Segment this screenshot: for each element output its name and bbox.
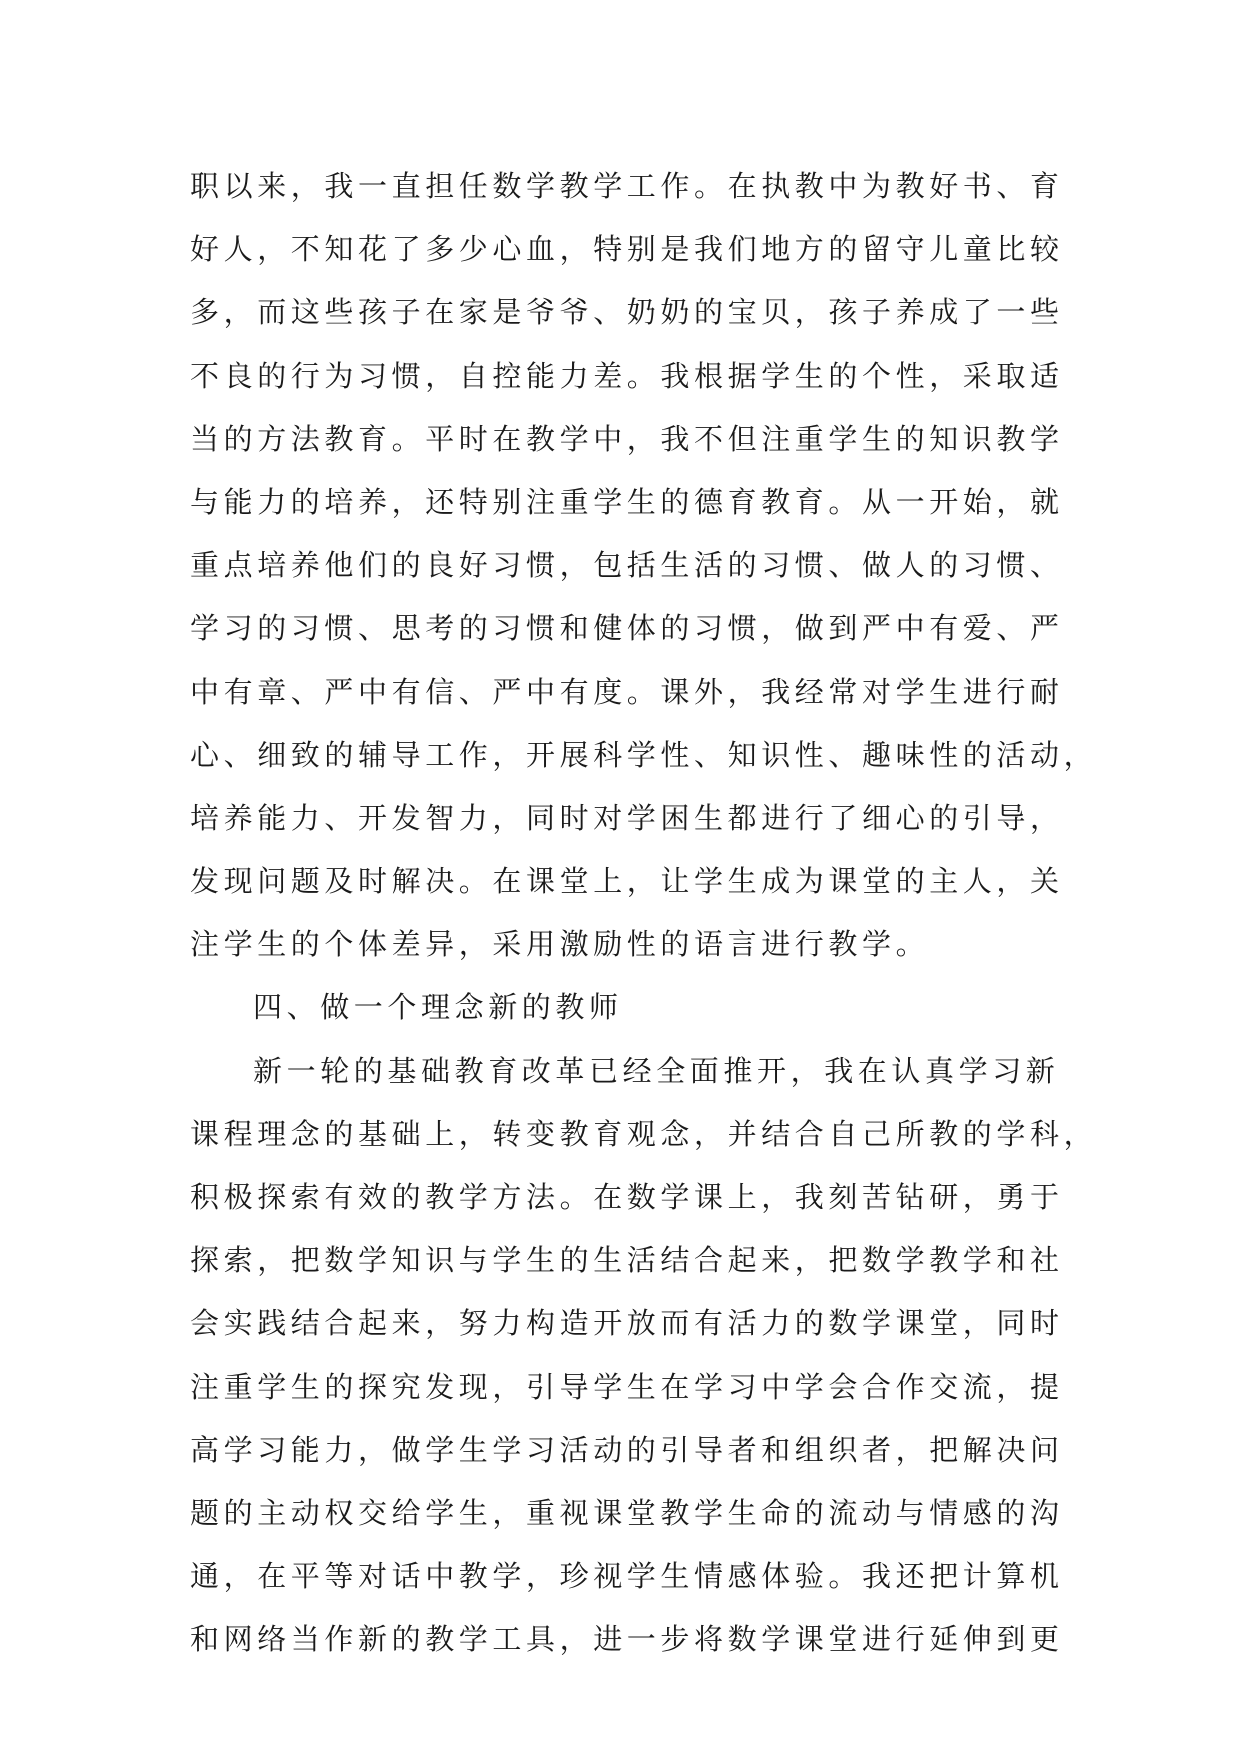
text-line: 题的主动权交给学生，重视课堂教学生命的流动与情感的沟: [190, 1495, 1064, 1530]
text-line: 中有章、严中有信、严中有度。课外，我经常对学生进行耐: [190, 674, 1064, 709]
text-line: 心、细致的辅导工作，开展科学性、知识性、趣味性的活动，: [190, 737, 1098, 772]
section-heading: 四、做一个理念新的教师: [253, 990, 623, 1025]
text-line: 学习的习惯、思考的习惯和健体的习惯，做到严中有爱、严: [190, 611, 1064, 646]
text-line: 培养能力、开发智力，同时对学困生都进行了细心的引导，: [190, 800, 1064, 835]
text-line: 不良的行为习惯，自控能力差。我根据学生的个性，采取适: [190, 358, 1064, 393]
text-line: 注学生的个体差异，采用激励性的语言进行教学。: [190, 927, 930, 962]
text-line: 和网络当作新的教学工具，进一步将数学课堂进行延伸到更: [190, 1622, 1064, 1657]
text-line: 多，而这些孩子在家是爷爷、奶奶的宝贝，孩子养成了一些: [190, 295, 1064, 330]
text-line: 当的方法教育。平时在教学中，我不但注重学生的知识教学: [190, 421, 1064, 456]
text-line: 与能力的培养，还特别注重学生的德育教育。从一开始，就: [190, 484, 1064, 519]
text-line: 新一轮的基础教育改革已经全面推开，我在认真学习新: [253, 1053, 1060, 1088]
text-line: 职以来，我一直担任数学教学工作。在执教中为教好书、育: [190, 169, 1064, 203]
text-line: 积极探索有效的教学方法。在数学课上，我刻苦钻研，勇于: [190, 1180, 1064, 1214]
text-line: 探索，把数学知识与学生的生活结合起来，把数学教学和社: [190, 1243, 1064, 1278]
body-text: [190, 155, 1098, 1672]
text-line: 高学习能力，做学生学习活动的引导者和组织者，把解决问: [190, 1432, 1064, 1467]
text-line: 好人，不知花了多少心血，特别是我们地方的留守儿童比较: [190, 232, 1064, 267]
text-line: 重点培养他们的良好习惯，包括生活的习惯、做人的习惯、: [190, 548, 1064, 583]
text-line: 会实践结合起来，努力构造开放而有活力的数学课堂，同时: [190, 1306, 1064, 1341]
text-line: 课程理念的基础上，转变教育观念，并结合自己所教的学科，: [190, 1116, 1098, 1151]
text-line: 发现问题及时解决。在课堂上，让学生成为课堂的主人，关: [190, 864, 1064, 899]
text-line: 通，在平等对话中教学，珍视学生情感体验。我还把计算机: [190, 1559, 1064, 1594]
text-line: 注重学生的探究发现，引导学生在学习中学会合作交流，提: [190, 1369, 1064, 1404]
